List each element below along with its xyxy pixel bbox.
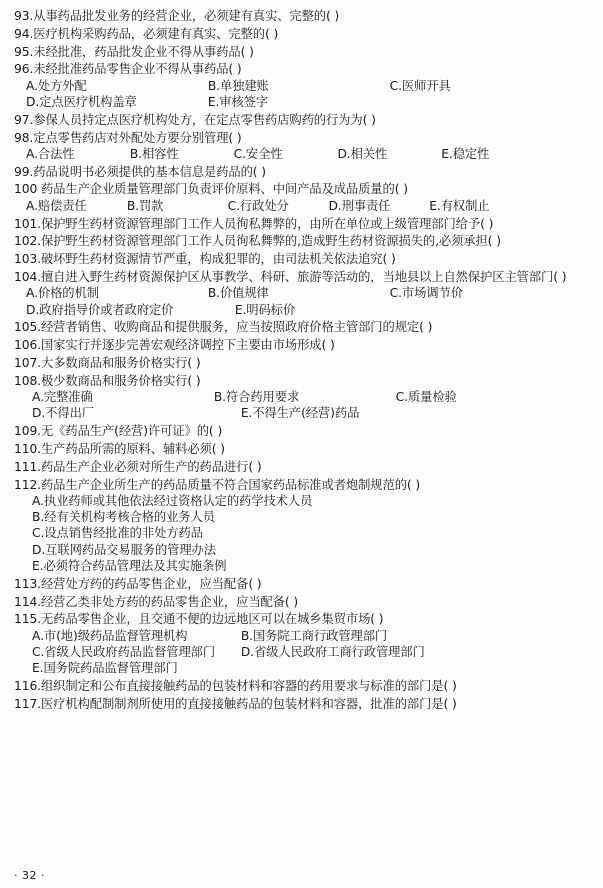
- option[interactable]: D.刑事责任: [328, 198, 391, 213]
- option[interactable]: B.经有关机构考核合格的业务人员: [32, 510, 215, 525]
- question-stem: 100 药品生产企业质量管理部门负责评价原料、中间产品及成品质量的( ): [14, 182, 408, 197]
- question-item: [14, 269, 587, 318]
- option-group: [14, 285, 587, 301]
- question-stem: 93.从事药品批发业务的经营企业，必须建有真实、完整的( ): [14, 9, 340, 23]
- question-stem: 114.经营乙类非处方药的药品零售企业，应当配备( ): [14, 594, 299, 609]
- question-item: [14, 26, 587, 42]
- question-stem: 108.极少数商品和服务价格实行( ): [14, 373, 201, 388]
- question-stem: 102.保护野生药材资源管理部门工作人员徇私舞弊的,造成野生药材资源损失的,必须承担( ): [14, 234, 501, 249]
- option[interactable]: B.国务院工商行政管理部门: [240, 628, 388, 643]
- question-stem: 94.医疗机构采购药品，必须建有真实、完整的( ): [14, 26, 279, 41]
- option[interactable]: A.处方外配: [26, 78, 87, 93]
- option[interactable]: D.不得出厂: [32, 406, 94, 421]
- question-stem: 117.医疗机构配制制剂所使用的直接接触药品的包装材料和容器，批准的部门是( ): [14, 696, 457, 711]
- option[interactable]: E.不得生产(经营)药品: [240, 406, 360, 421]
- question-item: [14, 459, 587, 475]
- question-stem: 97.参保人员持定点医疗机构处方，在定点零售药店购药的行为为( ): [14, 112, 376, 127]
- option[interactable]: C.设点销售经批准的非处方药品: [32, 526, 203, 541]
- option-group: [14, 493, 587, 574]
- question-stem: 106.国家实行并逐步完善宏观经济调控下主要由市场形成( ): [14, 338, 335, 353]
- question-stem: 111.药品生产企业必须对所生产的药品进行( ): [14, 459, 262, 474]
- question-stem: 104.擅自进入野生药材资源保护区从事教学、科研、旅游等活动的，当地县以上自然保护区主管部门( ): [14, 269, 567, 284]
- question-item: [14, 216, 587, 232]
- question-stem: 98.定点零售药店对外配处方要分别管理( ): [14, 130, 242, 145]
- option-group: [14, 660, 587, 676]
- option[interactable]: C.行政处分: [227, 198, 289, 213]
- question-item: [14, 337, 587, 353]
- question-item: [14, 477, 587, 575]
- option-group: [14, 628, 587, 644]
- question-item: [14, 423, 587, 439]
- option[interactable]: A.执业药师或其他依法经过资格认定的药学技术人员: [32, 493, 313, 508]
- option[interactable]: B.符合药用要求: [213, 390, 300, 405]
- question-stem: 95.未经批准，药品批发企业不得从事药品( ): [14, 44, 254, 59]
- option[interactable]: C.质量检验: [395, 390, 457, 405]
- question-stem: 101.保护野生药材资源管理部门工作人员徇私舞弊的，由所在单位或上级管理部门给予( ): [14, 216, 494, 231]
- option[interactable]: B.罚款: [126, 198, 164, 213]
- question-item: [14, 355, 587, 371]
- question-item: [14, 233, 587, 249]
- option[interactable]: C.医师开具: [389, 78, 451, 93]
- question-stem: 116.组织制定和公布直接接触药品的包装材料和容器的药用要求与标准的部门是( ): [14, 679, 457, 694]
- question-item: [14, 594, 587, 610]
- question-item: [14, 61, 587, 110]
- option[interactable]: C.安全性: [233, 146, 283, 161]
- question-item: [14, 181, 587, 214]
- question-stem: 109.无《药品生产(经营)许可证》的( ): [14, 424, 223, 439]
- question-item: [14, 164, 587, 180]
- option[interactable]: D.政府指导价或者政府定价: [26, 302, 174, 317]
- question-stem: 115.无药品零售企业，且交通不便的边远地区可以在城乡集贸市场( ): [14, 612, 384, 627]
- question-item: [14, 373, 587, 422]
- option[interactable]: A.完整准确: [32, 390, 93, 405]
- option[interactable]: C.市场调节价: [389, 286, 463, 301]
- question-stem: 107.大多数商品和服务价格实行( ): [14, 355, 201, 370]
- question-item: [14, 251, 587, 267]
- page-number: · 32 ·: [14, 869, 45, 882]
- question-stem: 112.药品生产企业所生产的药品质量不符合国家药品标准或者炮制规范的( ): [14, 477, 421, 492]
- option[interactable]: A.市(地)级药品监督管理机构: [32, 628, 188, 643]
- option[interactable]: D.相关性: [337, 146, 388, 161]
- option[interactable]: D.省级人民政府工商行政管理部门: [240, 644, 425, 659]
- question-item: [14, 319, 587, 335]
- question-list: [14, 8, 587, 712]
- option[interactable]: E.明码标价: [234, 302, 296, 317]
- question-item: [14, 611, 587, 676]
- question-item: [14, 441, 587, 457]
- option[interactable]: D.定点医疗机构盖章: [26, 94, 137, 109]
- option[interactable]: A.赔偿责任: [26, 198, 87, 213]
- option[interactable]: B.相容性: [129, 146, 179, 161]
- option-group: [14, 198, 587, 214]
- question-stem: 99.药品说明书必须提供的基本信息是药品的( ): [14, 164, 267, 179]
- question-stem: 110.生产药品所需的原料、辅料必须( ): [14, 441, 225, 456]
- question-item: [14, 576, 587, 592]
- option[interactable]: E.必须符合药品管理法及其实施条例: [32, 559, 227, 573]
- option[interactable]: B.价值规律: [207, 286, 269, 301]
- option[interactable]: E.有权制止: [429, 198, 490, 213]
- option[interactable]: E.稳定性: [441, 146, 490, 161]
- option-group: [14, 78, 587, 94]
- option-group: [14, 405, 587, 421]
- option-group: [14, 644, 587, 660]
- option[interactable]: E.国务院药品监督管理部门: [32, 661, 178, 676]
- option-group: [14, 389, 587, 405]
- question-stem: 96.未经批准药品零售企业不得从事药品( ): [14, 62, 242, 77]
- option[interactable]: E.审核签字: [207, 94, 269, 109]
- question-stem: 105.经营者销售、收购商品和提供服务，应当按照政府价格主管部门的规定( ): [14, 320, 433, 335]
- option[interactable]: B.单独建账: [207, 78, 269, 93]
- question-item: [14, 678, 587, 694]
- option-group: [14, 94, 587, 110]
- option-group: [14, 146, 587, 162]
- question-item: [14, 44, 587, 60]
- option[interactable]: D.互联网药品交易服务的管理办法: [32, 542, 216, 557]
- question-item: [14, 8, 587, 24]
- option[interactable]: A.合法性: [26, 146, 75, 161]
- question-stem: 113.经营处方药的药品零售企业，应当配备( ): [14, 576, 262, 591]
- question-item: [14, 130, 587, 163]
- question-stem: 103.破坏野生药材资源情节严重，构成犯罪的，由司法机关依法追究( ): [14, 252, 396, 267]
- option[interactable]: C.省级人民政府药品监督管理部门: [32, 644, 216, 659]
- question-item: [14, 112, 587, 128]
- question-item: [14, 696, 587, 712]
- option[interactable]: A.价格的机制: [26, 286, 99, 301]
- option-group: [14, 302, 587, 318]
